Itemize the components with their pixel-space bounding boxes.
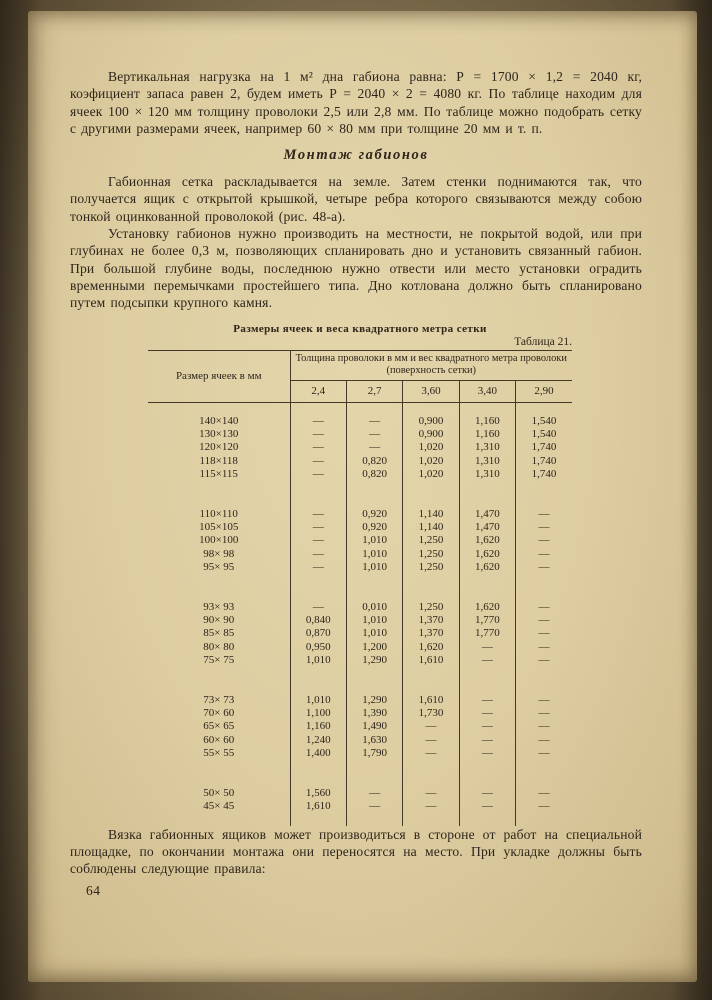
cell-weight-value: 0,820 (346, 468, 402, 481)
cell-weight-value: — (290, 468, 346, 481)
cell-weight-value: — (516, 561, 572, 574)
cell-weight-value: 1,730 (403, 707, 459, 720)
cell-weight-value: 1,370 (403, 614, 459, 627)
table-row (148, 787, 572, 800)
cell-weight-value: 0,950 (290, 641, 346, 654)
cell-weight-value: 1,610 (403, 654, 459, 667)
table-row (148, 521, 572, 534)
cell-weight-value: 1,140 (403, 508, 459, 521)
table-row (148, 508, 572, 521)
cell-mesh-size: 73× 73 (203, 693, 235, 706)
cell-weight-value: — (516, 734, 572, 747)
cell-weight-value: 1,740 (516, 441, 572, 454)
group-spacer-row (148, 761, 572, 787)
cell-weight-value: — (346, 800, 402, 813)
cell-weight-value: — (290, 534, 346, 547)
cell-weight-value: 1,250 (403, 548, 459, 561)
table-row (148, 720, 572, 733)
cell-mesh-size: 95× 95 (203, 561, 235, 574)
cell-weight-value: 1,200 (346, 641, 402, 654)
table-row (148, 707, 572, 720)
table-row (148, 441, 572, 454)
table-row (148, 641, 572, 654)
cell-weight-value: 1,490 (346, 720, 402, 733)
cell-weight-value: — (516, 654, 572, 667)
table-row (148, 534, 572, 547)
table-row (148, 694, 572, 707)
group-spacer-row (148, 814, 572, 826)
cell-weight-value: 0,900 (403, 415, 459, 428)
cell-weight-value: — (516, 548, 572, 561)
cell-weight-value: — (516, 787, 572, 800)
cell-weight-value: — (290, 441, 346, 454)
wire-thickness-col-header: 3,60 (403, 380, 459, 402)
wire-thickness-col-header: 2,4 (290, 380, 346, 402)
cell-weight-value: — (459, 707, 515, 720)
cell-weight-value: 1,250 (403, 534, 459, 547)
cell-weight-value: — (516, 694, 572, 707)
cell-mesh-size: 118×118 (199, 454, 238, 467)
cell-weight-value: — (346, 415, 402, 428)
cell-weight-value: 1,010 (346, 614, 402, 627)
cell-weight-value: 1,250 (403, 561, 459, 574)
cell-weight-value: 1,010 (290, 694, 346, 707)
cell-weight-value: 1,620 (459, 601, 515, 614)
group-spacer-row (148, 575, 572, 601)
cell-mesh-size: 50× 50 (203, 786, 235, 799)
table-row (148, 428, 572, 441)
cell-weight-value: 1,310 (459, 455, 515, 468)
cell-mesh-size: 80× 80 (203, 640, 235, 653)
cell-weight-value: — (403, 787, 459, 800)
table-row (148, 747, 572, 760)
cell-mesh-size: 130×130 (199, 427, 239, 440)
cell-mesh-size: 98× 98 (203, 547, 235, 560)
cell-weight-value: — (290, 508, 346, 521)
cell-weight-value: — (290, 561, 346, 574)
cell-weight-value: — (290, 601, 346, 614)
cell-weight-value: — (516, 800, 572, 813)
cell-weight-value: 1,620 (459, 548, 515, 561)
mesh-table (148, 350, 572, 826)
page-content (70, 68, 642, 899)
cell-weight-value: 1,740 (516, 468, 572, 481)
wire-thickness-col-header: 3,40 (459, 380, 515, 402)
cell-weight-value: 1,610 (403, 694, 459, 707)
paragraph-installation: Установку габионов нужно производить на местности, не покрытой водой, или при глубинах не более 0,3 м, позволяющих спланировать дно и установить связанный габион. При большой глубине воды, последнюю нужно отвести или место установки оградить временными перемычками простейшего типа. Дно котлована должно быть спланировано путем подсыпки крупного камня. (70, 226, 642, 311)
cell-weight-value: — (459, 641, 515, 654)
cell-weight-value: 0,920 (346, 521, 402, 534)
cell-weight-value: — (459, 720, 515, 733)
cell-weight-value: 1,010 (290, 654, 346, 667)
table-row (148, 415, 572, 428)
cell-weight-value: 1,250 (403, 601, 459, 614)
cell-mesh-size: 93× 93 (203, 600, 235, 613)
table-row (148, 734, 572, 747)
cell-weight-value: — (346, 441, 402, 454)
cell-weight-value: 1,020 (403, 455, 459, 468)
cell-weight-value: 1,770 (459, 614, 515, 627)
cell-weight-value: 1,010 (346, 534, 402, 547)
cell-weight-value: 0,820 (346, 455, 402, 468)
cell-weight-value: 1,240 (290, 734, 346, 747)
cell-weight-value: 1,020 (403, 468, 459, 481)
cell-weight-value: 1,160 (459, 415, 515, 428)
cell-mesh-size: 100×100 (199, 534, 239, 547)
wire-thickness-col-header: 2,90 (516, 380, 572, 402)
cell-weight-value: 1,160 (290, 720, 346, 733)
cell-weight-value: 1,010 (346, 548, 402, 561)
cell-mesh-size: 115×115 (199, 468, 238, 481)
cell-weight-value: — (290, 455, 346, 468)
cell-weight-value: 1,610 (290, 800, 346, 813)
cell-weight-value: 1,540 (516, 428, 572, 441)
cell-weight-value: 1,400 (290, 747, 346, 760)
cell-weight-value: — (516, 614, 572, 627)
cell-weight-value: 1,310 (459, 468, 515, 481)
cell-weight-value: 1,290 (346, 694, 402, 707)
cell-weight-value: — (516, 747, 572, 760)
group-spacer-row (148, 402, 572, 415)
cell-mesh-size: 75× 75 (203, 654, 235, 667)
cell-weight-value: 1,470 (459, 521, 515, 534)
cell-weight-value: — (290, 521, 346, 534)
cell-weight-value: 1,390 (346, 707, 402, 720)
cell-mesh-size: 65× 65 (203, 720, 235, 733)
cell-weight-value: 1,010 (346, 627, 402, 640)
cell-weight-value: — (346, 428, 402, 441)
cell-weight-value: 1,620 (459, 561, 515, 574)
cell-size-header: Размер ячеек в мм (148, 350, 290, 402)
cell-weight-value: 1,290 (346, 654, 402, 667)
cell-weight-value: 1,140 (403, 521, 459, 534)
cell-weight-value: 1,630 (346, 734, 402, 747)
cell-mesh-size: 70× 60 (203, 707, 235, 720)
cell-weight-value: — (516, 641, 572, 654)
cell-weight-value: — (516, 534, 572, 547)
cell-weight-value: 1,540 (516, 415, 572, 428)
cell-weight-value: — (290, 415, 346, 428)
cell-weight-value: 1,160 (459, 428, 515, 441)
cell-mesh-size: 110×110 (199, 507, 238, 520)
cell-weight-value: — (516, 521, 572, 534)
cell-weight-value: — (403, 800, 459, 813)
cell-weight-value: — (459, 800, 515, 813)
table-row (148, 548, 572, 561)
paragraph-mesh-layout: Габионная сетка раскладывается на земле. Затем стенки поднимаются так, что получается ящик с открытой крышкой, четыре ребра которого связываются между собою тонкой оцинкованной проволокой (рис. 48-а). (70, 174, 642, 224)
cell-mesh-size: 105×105 (199, 521, 239, 533)
cell-weight-value: 1,020 (403, 441, 459, 454)
cell-weight-value: 0,010 (346, 601, 402, 614)
cell-weight-value: — (516, 627, 572, 640)
group-spacer-row (148, 668, 572, 694)
cell-weight-value: — (459, 694, 515, 707)
cell-weight-value: — (290, 548, 346, 561)
cell-weight-value: 1,740 (516, 455, 572, 468)
table-row (148, 627, 572, 640)
cell-weight-value: — (516, 720, 572, 733)
page-number: 64 (86, 883, 101, 899)
cell-mesh-size: 60× 60 (203, 733, 235, 746)
cell-weight-value: — (516, 601, 572, 614)
paragraph-tying-boxes: Вязка габионных ящиков может производиться в стороне от работ на специальной площадке, по окончании монтажа они переносятся на место. При укладке должны быть соблюдены следующие правила: (70, 826, 642, 877)
mesh-table-body (148, 402, 572, 825)
cell-weight-value: 1,310 (459, 441, 515, 454)
cell-weight-value: — (516, 707, 572, 720)
table-row (148, 800, 572, 813)
table-row (148, 561, 572, 574)
cell-weight-value: 1,560 (290, 787, 346, 800)
cell-weight-value: — (346, 787, 402, 800)
cell-weight-value: — (403, 720, 459, 733)
wire-thickness-group-header: Толщина проволоки в мм и вес квадратного метра проволоки (поверхность сетки) (290, 350, 572, 380)
cell-weight-value: — (459, 654, 515, 667)
cell-weight-value: — (516, 508, 572, 521)
table-row (148, 601, 572, 614)
cell-weight-value: 0,870 (290, 627, 346, 640)
cell-weight-value: — (459, 787, 515, 800)
book-page (28, 11, 697, 982)
cell-weight-value: 1,790 (346, 747, 402, 760)
mesh-table-header (148, 350, 572, 402)
cell-mesh-size: 55× 55 (203, 747, 235, 760)
cell-weight-value: — (290, 428, 346, 441)
cell-weight-value: — (403, 734, 459, 747)
cell-weight-value: 0,920 (346, 508, 402, 521)
wire-thickness-col-header: 2,7 (346, 380, 402, 402)
cell-mesh-size: 120×120 (199, 441, 239, 454)
cell-weight-value: — (459, 734, 515, 747)
section-heading: Монтаж габионов (283, 147, 429, 164)
cell-mesh-size: 90× 90 (203, 614, 235, 627)
cell-mesh-size: 45× 45 (203, 800, 235, 813)
table-row (148, 654, 572, 667)
table-number-label: Таблица 21. (514, 335, 572, 348)
cell-weight-value: 1,470 (459, 508, 515, 521)
cell-weight-value: 1,100 (290, 707, 346, 720)
cell-weight-value: — (459, 747, 515, 760)
table-caption: Размеры ячеек и веса квадратного метра сетки (233, 322, 487, 335)
paragraph-vertical-load: Вертикальная нагрузка на 1 м² дна габиона равна: Р = 1700 × 1,2 = 2040 кг, коэфициент запаса равен 2, будем иметь Р = 2040 × 2 = 4080 кг. По таблице находим для ячеек 100 × 120 мм толщину проволоки 2,5 или 2,8 мм. По таблице можно подобрать сетку с другими размерами ячеек, например 60 × 80 мм при толщине 20 мм и т. п. (70, 69, 642, 136)
cell-weight-value: 1,620 (403, 641, 459, 654)
table-row (148, 455, 572, 468)
cell-mesh-size: 85× 85 (203, 627, 235, 640)
group-spacer-row (148, 482, 572, 508)
cell-weight-value: 0,900 (403, 428, 459, 441)
table-row (148, 614, 572, 627)
cell-mesh-size: 140×140 (199, 414, 239, 427)
cell-weight-value: 1,370 (403, 627, 459, 640)
table-row (148, 468, 572, 481)
cell-weight-value: — (403, 747, 459, 760)
cell-weight-value: 1,620 (459, 534, 515, 547)
cell-weight-value: 0,840 (290, 614, 346, 627)
cell-weight-value: 1,770 (459, 627, 515, 640)
cell-weight-value: 1,010 (346, 561, 402, 574)
